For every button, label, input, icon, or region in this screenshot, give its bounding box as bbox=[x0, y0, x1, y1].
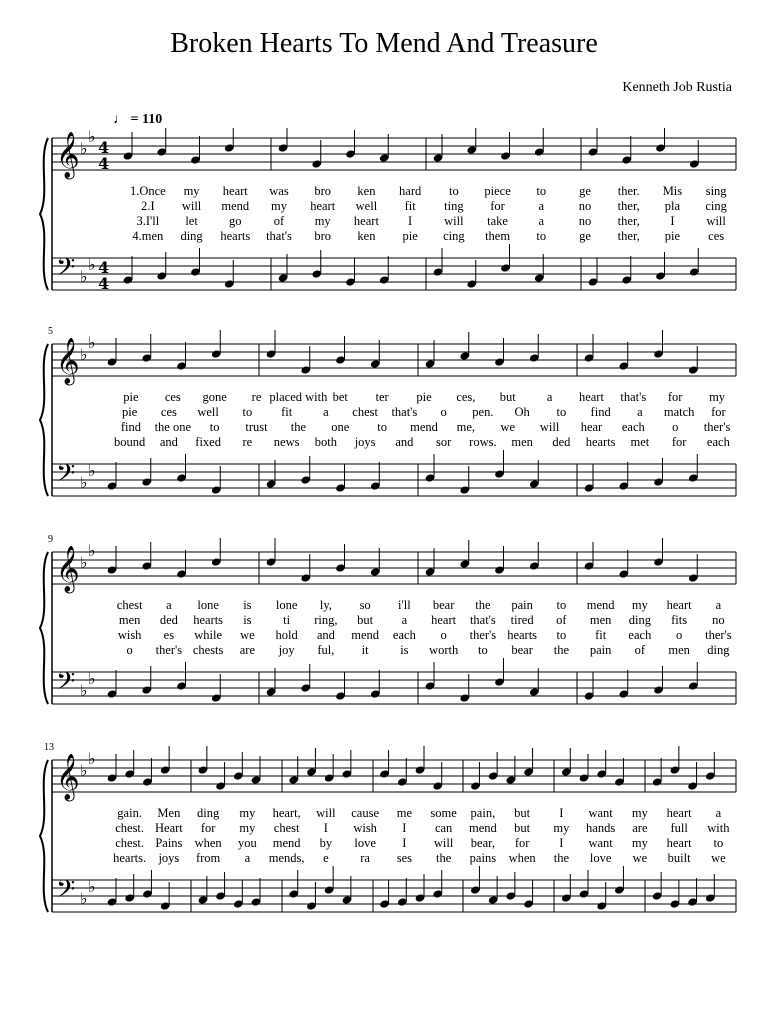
lyric-syllable: fit bbox=[404, 199, 416, 213]
score-title: Broken Hearts To Mend And Treasure bbox=[170, 28, 598, 59]
lyric-syllable: I bbox=[402, 821, 407, 835]
lyric-syllable: chest bbox=[116, 598, 143, 612]
flat-icon: ♭ bbox=[88, 128, 96, 146]
lyric-syllable: no bbox=[578, 214, 592, 228]
lyric-syllable: will bbox=[444, 214, 464, 228]
lyric-syllable: I bbox=[402, 836, 407, 850]
lyric-syllable: my bbox=[183, 184, 200, 198]
flat-icon: ♭ bbox=[80, 553, 88, 572]
lyric-syllable: to bbox=[536, 184, 547, 198]
lyric-syllable: and bbox=[316, 628, 335, 642]
lyric-syllable: a bbox=[401, 613, 408, 627]
lyric-syllable: ken bbox=[357, 184, 376, 198]
lyric-syllable: me, bbox=[456, 420, 476, 434]
lyric-syllable: ly, bbox=[319, 598, 332, 612]
lyric-syllable: gain. bbox=[117, 806, 142, 820]
lyric-syllable: hearts. bbox=[113, 851, 147, 865]
lyric-syllable: men bbox=[589, 613, 612, 627]
lyric-syllable: Men bbox=[157, 806, 181, 820]
lyric-syllable: to bbox=[556, 405, 567, 419]
lyric-syllable: lone bbox=[275, 598, 298, 612]
lyric-syllable: ful, bbox=[317, 643, 335, 657]
lyric-syllable: pain, bbox=[470, 806, 496, 820]
lyric-syllable: worth bbox=[429, 643, 459, 657]
lyric-syllable: ge bbox=[579, 184, 591, 198]
bass-clef-icon: 𝄢 bbox=[56, 253, 76, 288]
lyric-syllable: ded bbox=[159, 613, 178, 627]
lyric-syllable: piece bbox=[484, 184, 511, 198]
lyric-syllable: bet bbox=[332, 390, 348, 404]
lyric-syllable: bear bbox=[432, 598, 455, 612]
lyric-syllable: chest bbox=[352, 405, 378, 419]
lyric-syllable: and bbox=[159, 435, 178, 449]
lyric-syllable: wish bbox=[117, 628, 142, 642]
lyric-syllable: the bbox=[553, 851, 570, 865]
lyric-syllable: well bbox=[355, 199, 378, 213]
flat-icon: ♭ bbox=[80, 681, 88, 700]
flat-icon: ♭ bbox=[88, 877, 96, 896]
lyric-syllable: bear bbox=[511, 643, 533, 657]
lyric-syllable: it bbox=[361, 643, 369, 657]
lyric-syllable: will bbox=[316, 806, 336, 820]
lyric-syllable: cing bbox=[705, 199, 727, 213]
lyric-syllable: 4.men bbox=[132, 229, 164, 243]
lyric-syllable: news bbox=[273, 435, 300, 449]
lyric-syllable: ces bbox=[160, 405, 177, 419]
lyric-syllable: fits bbox=[671, 613, 688, 627]
flat-icon: ♭ bbox=[88, 541, 96, 560]
lyric-syllable: chest bbox=[273, 821, 300, 835]
treble-clef-icon: 𝄞 bbox=[56, 754, 80, 800]
lyric-syllable: 3.I'll bbox=[136, 214, 160, 228]
lyric-syllable: 2.I bbox=[141, 199, 155, 213]
lyric-syllable: bro bbox=[314, 229, 332, 243]
lyric-syllable: from bbox=[195, 851, 221, 865]
lyric-syllable: while bbox=[194, 628, 223, 642]
lyric-syllable: heart bbox=[578, 390, 604, 404]
lyric-syllable: pie bbox=[402, 229, 418, 243]
lyric-syllable: mend bbox=[410, 420, 438, 434]
lyric-syllable: mend bbox=[586, 598, 615, 612]
lyric-syllable: you bbox=[238, 836, 257, 850]
lyric-syllable: are bbox=[632, 821, 648, 835]
lyric-syllable: to bbox=[377, 420, 387, 434]
lyric-syllable: ring, bbox=[314, 613, 338, 627]
lyric-syllable: is bbox=[400, 643, 409, 657]
lyric-syllable: I bbox=[559, 836, 564, 850]
lyric-syllable: men bbox=[118, 613, 141, 627]
lyric-syllable: we bbox=[632, 851, 648, 865]
lyric-syllable: ther. bbox=[617, 184, 640, 198]
lyric-syllable: o bbox=[126, 643, 133, 657]
lyric-syllable: Mis bbox=[662, 184, 683, 198]
lyric-syllable: will bbox=[539, 420, 560, 434]
measure-number: 5 bbox=[48, 326, 53, 337]
lyric-syllable: o bbox=[672, 420, 679, 434]
lyric-syllable: a bbox=[715, 598, 722, 612]
lyric-syllable: joy bbox=[278, 643, 295, 657]
composer-name: Kenneth Job Rustia bbox=[622, 80, 732, 95]
treble-clef-icon: 𝄞 bbox=[56, 546, 80, 592]
lyric-syllable: the bbox=[435, 851, 452, 865]
lyric-syllable: are bbox=[239, 643, 256, 657]
lyric-syllable: the bbox=[290, 420, 307, 434]
lyric-syllable: take bbox=[487, 214, 508, 228]
lyric-syllable: each bbox=[706, 435, 730, 449]
lyric-syllable: match bbox=[663, 405, 695, 419]
time-signature-bottom: 4 bbox=[98, 274, 110, 293]
lyric-syllable: well bbox=[197, 405, 219, 419]
lyric-syllable: of bbox=[634, 643, 646, 657]
lyric-syllable: hearts bbox=[585, 435, 616, 449]
lyric-syllable: with bbox=[707, 821, 730, 835]
lyric-syllable: of bbox=[273, 214, 285, 228]
lyric-syllable: ther's bbox=[705, 628, 732, 642]
flat-icon: ♭ bbox=[80, 139, 88, 158]
flat-icon: ♭ bbox=[88, 749, 96, 768]
lyric-syllable: built bbox=[667, 851, 691, 865]
music-system-3 bbox=[0, 534, 768, 716]
lyric-syllable: hearts bbox=[193, 613, 224, 627]
lyric-syllable: pain bbox=[511, 598, 533, 612]
lyric-syllable: es bbox=[163, 628, 175, 642]
lyric-syllable: that's bbox=[620, 390, 647, 404]
lyric-syllable: pain bbox=[589, 643, 612, 657]
lyric-syllable: want bbox=[588, 806, 613, 820]
lyric-syllable: heart bbox=[431, 613, 457, 627]
lyric-syllable: ces, bbox=[456, 390, 476, 404]
lyric-syllable: pains bbox=[469, 851, 497, 865]
lyric-syllable: hearts bbox=[507, 628, 538, 642]
lyric-syllable: is bbox=[243, 613, 252, 627]
lyric-syllable: for bbox=[200, 821, 216, 835]
music-system-4 bbox=[0, 742, 768, 924]
lyric-syllable: joys bbox=[158, 851, 180, 865]
lyric-syllable: mends, bbox=[268, 851, 305, 865]
lyric-syllable: ther's bbox=[703, 420, 731, 434]
lyric-syllable: each bbox=[621, 420, 645, 434]
lyric-syllable: ge bbox=[579, 229, 591, 243]
lyric-syllable: ded bbox=[552, 435, 571, 449]
lyric-syllable: love bbox=[354, 836, 376, 850]
lyric-syllable: ken bbox=[357, 229, 376, 243]
lyric-syllable: for bbox=[490, 199, 505, 213]
lyric-syllable: Pains bbox=[155, 836, 183, 850]
flat-icon: ♭ bbox=[80, 267, 88, 286]
lyric-syllable: fit bbox=[281, 405, 293, 419]
lyric-syllable: hard bbox=[399, 184, 422, 198]
music-system-2 bbox=[0, 326, 768, 508]
lyric-syllable: to bbox=[556, 598, 567, 612]
lyric-syllable: find bbox=[120, 420, 141, 434]
lyric-syllable: each bbox=[628, 628, 652, 642]
flat-icon: ♭ bbox=[88, 333, 96, 352]
lyric-syllable: the bbox=[475, 598, 491, 612]
lyric-syllable: ding bbox=[628, 613, 651, 627]
lyric-syllable: for bbox=[514, 836, 530, 850]
flat-icon: ♭ bbox=[80, 761, 88, 780]
lyric-syllable: fixed bbox=[195, 435, 221, 449]
measure-number: 13 bbox=[44, 742, 54, 753]
lyric-syllable: we bbox=[240, 628, 255, 642]
lyric-syllable: o bbox=[440, 628, 447, 642]
lyric-syllable: mend bbox=[468, 821, 497, 835]
lyric-syllable: my bbox=[631, 598, 648, 612]
lyric-syllable: no bbox=[578, 199, 592, 213]
lyric-syllable: ses bbox=[396, 851, 413, 865]
lyric-syllable: each bbox=[392, 628, 416, 642]
lyric-syllable: that's bbox=[469, 613, 496, 627]
lyric-syllable: but bbox=[514, 821, 531, 835]
lyric-syllable: fit bbox=[595, 628, 607, 642]
flat-icon: ♭ bbox=[88, 461, 96, 480]
lyric-syllable: heart bbox=[666, 806, 692, 820]
lyric-syllable: was bbox=[269, 184, 289, 198]
lyric-syllable: ces bbox=[164, 390, 181, 404]
lyric-syllable: heart bbox=[666, 836, 692, 850]
lyric-syllable: heart bbox=[310, 199, 336, 213]
lyric-syllable: a bbox=[715, 806, 722, 820]
lyric-syllable: pie bbox=[121, 405, 138, 419]
lyric-syllable: a bbox=[244, 851, 251, 865]
lyric-syllable: a bbox=[323, 405, 329, 419]
lyric-syllable: mend bbox=[221, 199, 250, 213]
lyric-syllable: go bbox=[229, 214, 242, 228]
lyric-syllable: when bbox=[508, 851, 536, 865]
lyric-syllable: heart bbox=[353, 214, 379, 228]
lyric-syllable: hear bbox=[580, 420, 603, 434]
time-signature-bottom: 4 bbox=[98, 154, 110, 173]
measure-number: 9 bbox=[48, 534, 53, 545]
lyric-syllable: my bbox=[271, 199, 287, 213]
lyric-syllable: trust bbox=[245, 420, 268, 434]
lyric-syllable: Heart bbox=[154, 821, 183, 835]
lyric-syllable: ra bbox=[360, 851, 370, 865]
lyric-syllable: wish bbox=[353, 821, 377, 835]
lyric-syllable: I bbox=[323, 821, 328, 835]
lyric-syllable: sing bbox=[705, 184, 727, 198]
lyric-syllable: them bbox=[485, 229, 511, 243]
lyric-syllable: chest. bbox=[115, 821, 145, 835]
lyric-syllable: to bbox=[242, 405, 253, 419]
lyric-syllable: to bbox=[448, 184, 459, 198]
tempo-marking: ♩ = 110 bbox=[113, 112, 163, 127]
lyric-syllable: one bbox=[331, 420, 350, 434]
lyric-syllable: full bbox=[670, 821, 688, 835]
lyric-syllable: find bbox=[590, 405, 611, 419]
lyric-syllable: joys bbox=[354, 435, 376, 449]
lyric-syllable: ding bbox=[180, 229, 203, 243]
lyric-syllable: will bbox=[181, 199, 202, 213]
lyric-syllable: ther's bbox=[469, 628, 497, 642]
lyric-syllable: some bbox=[430, 806, 457, 820]
bass-clef-icon: 𝄢 bbox=[56, 459, 76, 494]
staff-svg bbox=[0, 534, 768, 716]
brace bbox=[40, 138, 48, 290]
lyric-syllable: a bbox=[538, 214, 545, 228]
lyric-syllable: that's bbox=[391, 405, 418, 419]
lyric-syllable: the bbox=[553, 643, 570, 657]
lyric-syllable: 1.Once bbox=[129, 184, 166, 198]
treble-clef-icon: 𝄞 bbox=[56, 338, 80, 384]
lyric-syllable: bound bbox=[114, 435, 146, 449]
lyric-syllable: is bbox=[243, 598, 252, 612]
lyric-syllable: a bbox=[538, 199, 545, 213]
staff-svg bbox=[0, 128, 768, 300]
lyric-syllable: that's bbox=[266, 229, 292, 243]
lyric-syllable: for bbox=[711, 405, 726, 419]
lyric-syllable: let bbox=[185, 214, 198, 228]
lyric-syllable: men bbox=[668, 643, 690, 657]
lyric-syllable: to bbox=[556, 628, 567, 642]
lyric-syllable: bear, bbox=[470, 836, 495, 850]
lyric-syllable: men bbox=[511, 435, 533, 449]
flat-icon: ♭ bbox=[80, 889, 88, 908]
lyric-syllable: e bbox=[323, 851, 329, 865]
staff-svg bbox=[0, 326, 768, 508]
lyric-syllable: no bbox=[712, 613, 725, 627]
lyric-syllable: ding bbox=[707, 643, 730, 657]
lyric-syllable: heart bbox=[222, 184, 248, 198]
lyric-syllable: but bbox=[357, 613, 374, 627]
lyric-syllable: pla bbox=[664, 199, 681, 213]
lyric-syllable: pie bbox=[664, 229, 681, 243]
lyric-syllable: hearts bbox=[220, 229, 251, 243]
lyric-syllable: my bbox=[314, 214, 331, 228]
lyric-syllable: want bbox=[588, 836, 613, 850]
lyric-syllable: the one bbox=[154, 420, 192, 434]
lyric-syllable: re bbox=[251, 390, 262, 404]
lyric-syllable: met bbox=[630, 435, 650, 449]
lyric-syllable: cing bbox=[443, 229, 465, 243]
lyric-syllable: ther, bbox=[617, 229, 640, 243]
time-signature-top: 4 bbox=[98, 138, 110, 157]
lyric-syllable: ther, bbox=[617, 214, 640, 228]
lyric-syllable: hold bbox=[275, 628, 298, 642]
lyric-syllable: lone bbox=[197, 598, 219, 612]
lyric-syllable: ter bbox=[375, 390, 389, 404]
lyric-syllable: my bbox=[631, 836, 648, 850]
lyric-syllable: a bbox=[166, 598, 172, 612]
brace bbox=[40, 344, 48, 496]
bass-clef-icon: 𝄢 bbox=[56, 667, 76, 702]
flat-icon: ♭ bbox=[88, 669, 96, 688]
lyric-syllable: for bbox=[667, 390, 683, 404]
lyric-syllable: re bbox=[242, 435, 253, 449]
lyric-syllable: for bbox=[671, 435, 687, 449]
lyric-syllable: Oh bbox=[514, 405, 530, 419]
lyric-syllable: rows. bbox=[469, 435, 497, 449]
music-system-1 bbox=[0, 128, 768, 300]
lyric-syllable: will bbox=[706, 214, 726, 228]
lyric-syllable: ther's bbox=[155, 643, 183, 657]
lyric-syllable: ti bbox=[283, 613, 291, 627]
lyric-syllable: will bbox=[433, 836, 454, 850]
lyric-syllable: my bbox=[239, 821, 256, 835]
lyric-syllable: pen. bbox=[472, 405, 494, 419]
lyric-syllable: me bbox=[396, 806, 413, 820]
lyric-syllable: to bbox=[536, 229, 547, 243]
lyric-syllable: mend bbox=[272, 836, 301, 850]
lyric-syllable: but bbox=[499, 390, 516, 404]
lyric-syllable: heart bbox=[666, 598, 692, 612]
lyric-syllable: ces bbox=[708, 229, 725, 243]
brace bbox=[40, 552, 48, 704]
lyric-syllable: bro bbox=[314, 184, 332, 198]
lyric-syllable: but bbox=[514, 806, 531, 820]
lyric-syllable: ding bbox=[197, 806, 220, 820]
lyric-syllable: ting bbox=[444, 199, 464, 213]
lyric-syllable: I bbox=[408, 214, 413, 228]
lyric-syllable: to bbox=[713, 836, 724, 850]
lyric-syllable: by bbox=[319, 836, 333, 850]
bass-clef-icon: 𝄢 bbox=[56, 875, 76, 910]
lyric-syllable: when bbox=[194, 836, 222, 850]
lyric-syllable: o bbox=[440, 405, 447, 419]
lyric-syllable: ther, bbox=[617, 199, 640, 213]
lyric-syllable: pie bbox=[123, 390, 139, 404]
lyric-syllable: of bbox=[556, 613, 567, 627]
lyric-syllable: we bbox=[500, 420, 516, 434]
lyric-syllable: gone bbox=[202, 390, 227, 404]
lyric-syllable: I bbox=[559, 806, 564, 820]
lyric-syllable: tired bbox=[510, 613, 534, 627]
lyric-syllable: both bbox=[314, 435, 337, 449]
lyric-syllable: we bbox=[711, 851, 726, 865]
lyric-syllable: sor bbox=[435, 435, 452, 449]
lyric-syllable: mend bbox=[351, 628, 380, 642]
lyric-syllable: o bbox=[676, 628, 683, 642]
lyric-syllable: placed with bbox=[269, 390, 328, 404]
lyric-syllable: so bbox=[359, 598, 371, 612]
brace bbox=[40, 760, 48, 912]
lyric-syllable: my bbox=[239, 806, 256, 820]
lyric-syllable: cause bbox=[351, 806, 380, 820]
lyric-syllable: my bbox=[709, 390, 726, 404]
lyric-syllable: my bbox=[631, 806, 648, 820]
lyric-syllable: a bbox=[637, 405, 643, 419]
lyric-syllable: a bbox=[546, 390, 553, 404]
lyric-syllable: I bbox=[670, 214, 675, 228]
lyric-syllable: my bbox=[553, 821, 570, 835]
time-signature-top: 4 bbox=[98, 258, 110, 277]
flat-icon: ♭ bbox=[80, 345, 88, 364]
lyric-syllable: chests bbox=[192, 643, 224, 657]
flat-icon: ♭ bbox=[80, 473, 88, 492]
lyric-syllable: chest. bbox=[115, 836, 145, 850]
treble-clef-icon: 𝄞 bbox=[56, 132, 80, 178]
lyric-syllable: i'll bbox=[398, 598, 411, 612]
lyric-syllable: hands bbox=[586, 821, 616, 835]
flat-icon: ♭ bbox=[88, 255, 96, 274]
lyric-syllable: heart, bbox=[272, 806, 301, 820]
lyric-syllable: can bbox=[434, 821, 453, 835]
lyric-syllable: love bbox=[589, 851, 612, 865]
lyric-syllable: and bbox=[395, 435, 414, 449]
lyric-syllable: to bbox=[209, 420, 220, 434]
lyric-syllable: to bbox=[478, 643, 488, 657]
lyric-syllable: pie bbox=[416, 390, 432, 404]
